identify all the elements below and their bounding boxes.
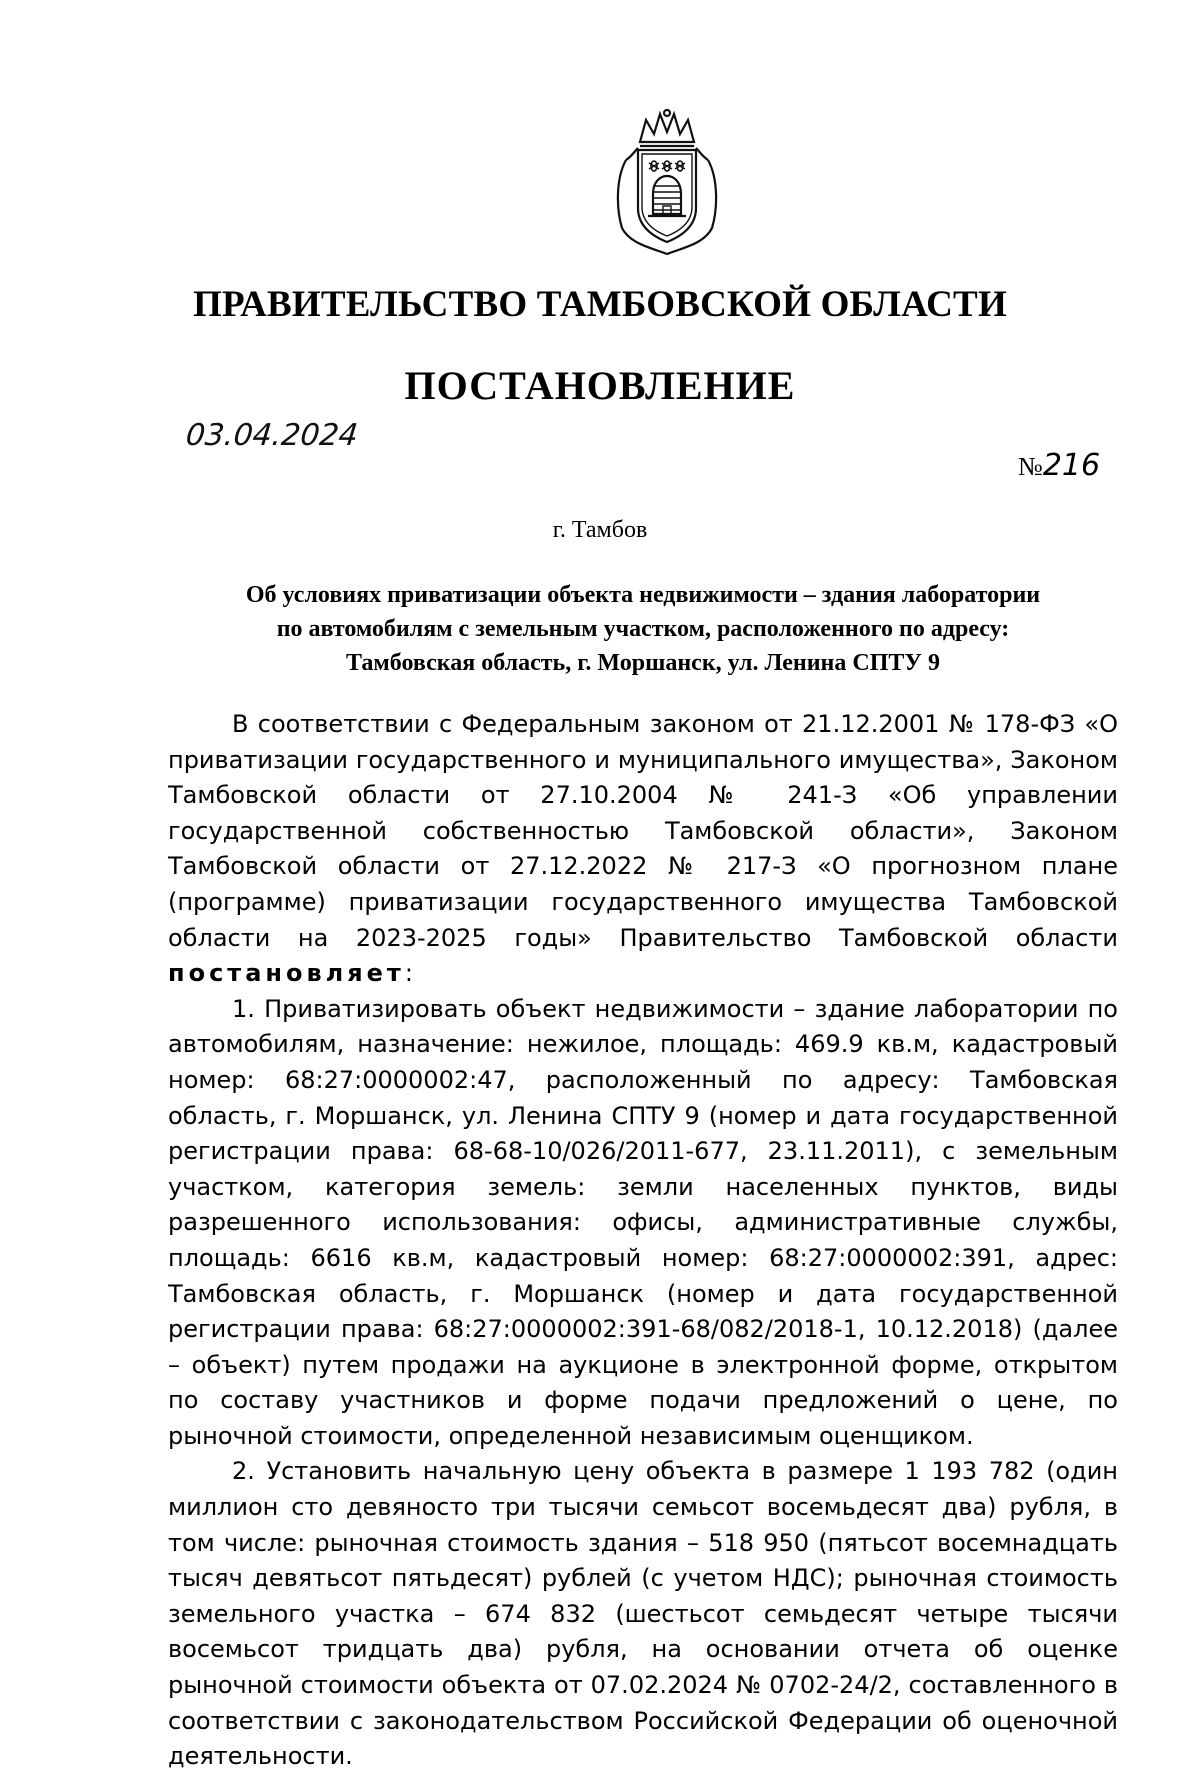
preamble-text: В соответствии с Федеральным законом от 21.12.2001 № 178-ФЗ «О приватизации государственного и муниципального имущества», Законом Тамбовской области от 27.10.2004 № 241-З «Об управлении государственной собственностью Тамбовской области», Законом Тамбовской области от 27.12.2022 № 217-З «О прогнозном плане (программе) приватизации государственного имущества Тамбовской области на 2023-2025 годы» Правительство Тамбовской области: [168, 710, 1118, 952]
document-type-heading: ПОСТАНОВЛЕНИЕ: [404, 363, 796, 408]
city-line: г. Тамбов: [552, 517, 648, 543]
document-date: 03.04.2024: [184, 418, 360, 453]
number-sign: №: [1018, 452, 1043, 481]
title-line: Тамбовская область, г. Моршанск, ул. Ленина СПТУ 9: [346, 650, 940, 676]
preamble-paragraph: [168, 707, 1118, 992]
resolves-word: постановляет: [168, 959, 405, 988]
document-number: [1018, 448, 1100, 483]
tambov-coat-of-arms-icon: [612, 108, 722, 256]
title-line: по автомобилям с земельным участком, расположенного по адресу:: [276, 616, 1010, 642]
number-value: 216: [1042, 448, 1101, 483]
clause-2: 2. Установить начальную цену объекта в размере 1 193 782 (один миллион сто девяносто три тысячи семьсот восемьдесят два) рубля, в том числе: рыночная стоимость здания – 518 950 (пятьсот восемнадцать тысяч девятьсот пятьдесят) рублей (с учетом НДС); рыночная стоимость земельного участка – 674 832 (шестьсот семьдесят четыре тысячи восемьсот тридцать два) рубля, на основании отчета об оценке рыночной стоимости объекта от 07.02.2024 № 0702-24/2, составленного в соответствии с законодательством Российской Федерации об оценочной деятельности.: [168, 1457, 1118, 1771]
clause-1: 1. Приватизировать объект недвижимости – здание лаборатории по автомобилям, назначение: нежилое, площадь: 469.9 кв.м, кадастровый номер: 68:27:0000002:47, расположенный по адресу: Тамбовская область, г. Моршанск, ул. Ленина СПТУ 9 (номер и дата государственной регистрации права: 68-68-10/026/2011-677, 23.11.2011), с земельным участком, категория земель: земли населенных пунктов, виды разрешенного использования: офисы, административные службы, площадь: 6616 кв.м, кадастровый номер: 68:27:0000002:391, адрес: Тамбовская область, г. Моршанск (номер и дата государственной регистрации права: 68:27:0000002:391-68/082/2018-1, 10.12.2018) (далее – объект) путем продажи на аукционе в электронной форме, открытом по составу участников и форме подачи предложений о цене, по рыночной стоимости, определенной независимым оценщиком.: [168, 994, 1118, 1450]
document-body: [168, 707, 1118, 1775]
organization-heading: ПРАВИТЕЛЬСТВО ТАМБОВСКОЙ ОБЛАСТИ: [193, 284, 1007, 325]
title-line: Об условиях приватизации объекта недвижимости – здания лаборатории: [245, 582, 1041, 608]
document-title: [168, 578, 1118, 680]
resolves-colon: :: [404, 959, 413, 988]
